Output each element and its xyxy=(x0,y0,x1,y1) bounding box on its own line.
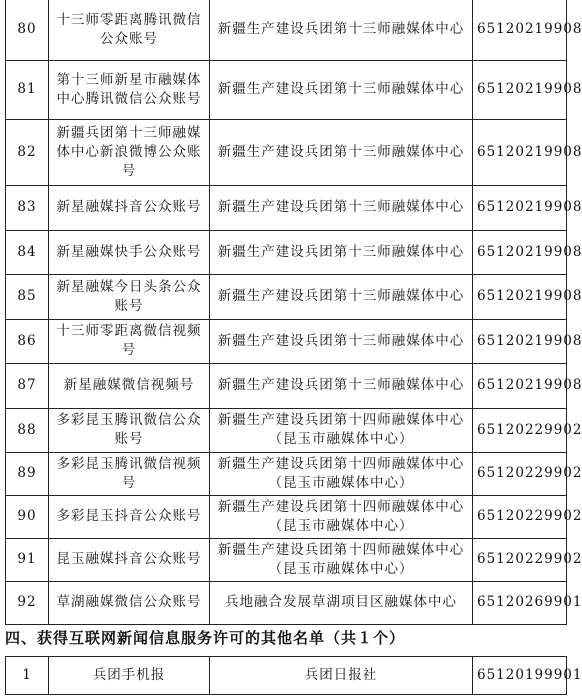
license-code: 65120219908 xyxy=(473,230,567,274)
table-row xyxy=(6,185,567,230)
license-code: 65120229902 xyxy=(473,452,567,495)
license-code: 65120269901 xyxy=(473,581,567,624)
row-number: 87 xyxy=(6,363,49,408)
row-number: 82 xyxy=(6,119,49,185)
organization: 新疆生产建设兵团第十四师融媒体中心（昆玉市融媒体中心） xyxy=(210,452,473,495)
other-license-table xyxy=(5,656,582,695)
table-row xyxy=(6,274,567,319)
license-code: 65120219908 xyxy=(473,363,567,408)
row-number: 90 xyxy=(6,495,49,538)
account-name: 新星融媒微信视频号 xyxy=(49,363,210,408)
account-name: 十三师零距离微信视频号 xyxy=(49,319,210,363)
organization: 新疆生产建设兵团第十四师融媒体中心（昆玉市融媒体中心） xyxy=(210,538,473,581)
account-name: 十三师零距离腾讯微信公众账号 xyxy=(49,0,210,60)
table-row xyxy=(6,495,567,538)
table-row xyxy=(6,319,567,363)
table-row xyxy=(6,230,567,274)
account-name: 多彩昆玉腾讯微信视频号 xyxy=(49,452,210,495)
organization: 新疆生产建设兵团第十三师融媒体中心 xyxy=(210,0,473,60)
license-code: 65120199901 xyxy=(473,657,567,695)
account-name: 兵团手机报 xyxy=(49,657,210,695)
organization: 兵地融合发展草湖项目区融媒体中心 xyxy=(210,581,473,624)
organization: 兵团日报社 xyxy=(210,657,473,695)
organization: 新疆生产建设兵团第十三师融媒体中心 xyxy=(210,319,473,363)
license-code: 65120229902 xyxy=(473,538,567,581)
organization: 新疆生产建设兵团第十三师融媒体中心 xyxy=(210,60,473,119)
account-name: 多彩昆玉抖音公众账号 xyxy=(49,495,210,538)
row-number: 83 xyxy=(6,185,49,230)
organization: 新疆生产建设兵团第十三师融媒体中心 xyxy=(210,363,473,408)
account-name: 新星融媒快手公众账号 xyxy=(49,230,210,274)
row-number: 85 xyxy=(6,274,49,319)
table-row xyxy=(6,452,567,495)
account-name: 草湖融媒微信公众账号 xyxy=(49,581,210,624)
license-code: 65120219908 xyxy=(473,60,567,119)
table-row xyxy=(6,363,567,408)
license-code: 65120219908 xyxy=(473,185,567,230)
organization: 新疆生产建设兵团第十三师融媒体中心 xyxy=(210,119,473,185)
license-code: 65120219908 xyxy=(473,0,567,60)
organization: 新疆生产建设兵团第十三师融媒体中心 xyxy=(210,185,473,230)
row-number: 84 xyxy=(6,230,49,274)
license-code: 65120219908 xyxy=(473,319,567,363)
organization: 新疆生产建设兵团第十三师融媒体中心 xyxy=(210,274,473,319)
license-code: 65120229902 xyxy=(473,495,567,538)
row-number: 92 xyxy=(6,581,49,624)
account-name: 新星融媒抖音公众账号 xyxy=(49,185,210,230)
account-name: 新星融媒今日头条公众账号 xyxy=(49,274,210,319)
row-number: 86 xyxy=(6,319,49,363)
table-row xyxy=(6,60,567,119)
row-number: 1 xyxy=(6,657,49,695)
table-row xyxy=(6,0,567,60)
account-name: 第十三师新星市融媒体中心腾讯微信公众账号 xyxy=(49,60,210,119)
row-number: 81 xyxy=(6,60,49,119)
account-name: 多彩昆玉腾讯微信公众账号 xyxy=(49,408,210,452)
account-name: 新疆兵团第十三师融媒体中心新浪微博公众账号 xyxy=(49,119,210,185)
row-number: 88 xyxy=(6,408,49,452)
row-number: 89 xyxy=(6,452,49,495)
organization: 新疆生产建设兵团第十三师融媒体中心 xyxy=(210,230,473,274)
table-row xyxy=(6,581,567,624)
account-name: 昆玉融媒抖音公众账号 xyxy=(49,538,210,581)
license-code: 65120219908 xyxy=(473,274,567,319)
license-code: 65120229902 xyxy=(473,408,567,452)
license-code: 65120219908 xyxy=(473,119,567,185)
row-number: 91 xyxy=(6,538,49,581)
row-number: 80 xyxy=(6,0,49,60)
table-row xyxy=(6,408,567,452)
organization: 新疆生产建设兵团第十四师融媒体中心（昆玉市融媒体中心） xyxy=(210,408,473,452)
section-heading: 四、获得互联网新闻信息服务许可的其他名单（共１个） xyxy=(5,629,406,647)
table-row xyxy=(6,538,567,581)
table-row xyxy=(6,119,567,185)
table-row xyxy=(6,657,567,695)
license-table xyxy=(5,0,582,625)
organization: 新疆生产建设兵团第十四师融媒体中心（昆玉市融媒体中心） xyxy=(210,495,473,538)
